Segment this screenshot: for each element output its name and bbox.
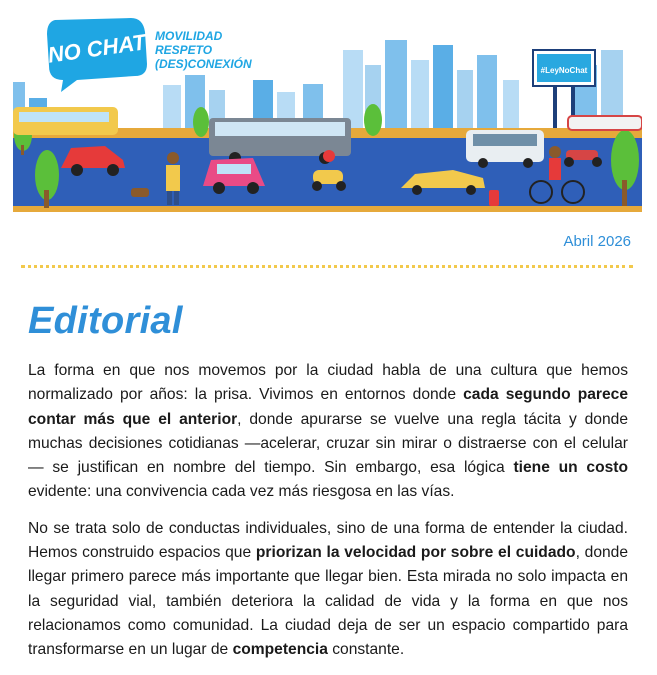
dotted-divider — [21, 265, 633, 268]
hero-banner — [13, 10, 642, 212]
page-title: Editorial — [28, 300, 183, 342]
emphasis: priorizan la velocidad por sobre el cuidado — [255, 544, 576, 562]
tagline — [155, 29, 252, 71]
issue-date: Abril 2026 — [563, 233, 631, 250]
tagline-line2: RESPETO — [155, 43, 213, 57]
billboard-text: #LeyNoChat — [540, 66, 588, 75]
logo-text: NO CHAT — [46, 29, 148, 68]
emphasis: tiene un costo — [513, 459, 629, 477]
tagline-line3: (DES)CONEXIÓN — [155, 57, 252, 71]
tagline-line1: MOVILIDAD — [155, 29, 223, 43]
paragraph-1: La forma en que nos movemos por la ciudad habla de una cultura que hemos normalizado por años: la prisa. Vivimos en entornos donde cada segundo parece contar más que el anterior, donde apurarse se vuelve una regla tácita y donde muchas decisiones cotidianas —acelerar, cruzar sin mirar o distraerse con el celular — se justifican en nombre del tiempo. Sin embargo, esa lógica tiene un costo evidente: una convivencia cada vez más riesgosa en las vías. — [28, 362, 629, 501]
article-body — [28, 359, 628, 675]
train — [568, 116, 642, 130]
paragraph-2: No se trata solo de conductas individuales, sino de una forma de entender la ciudad. Hemos construido espacios que priorizan la velocidad por sobre el cuidado, donde llegar primero parece más importante que llegar bien. Esta mirada no solo impacta en la seguridad vial, también deteriora la calidad de vida y la forma en que nos relacionamos como comunidad. La ciudad deja de ser un espacio compartido para transformarse en un lugar de competencia constante. — [28, 519, 629, 659]
fire-hydrant — [489, 190, 499, 206]
tram — [13, 107, 118, 135]
emphasis: cada segundo parece contar más que el anterior — [28, 386, 628, 428]
emphasis: competencia — [232, 641, 328, 659]
logo — [46, 18, 149, 92]
